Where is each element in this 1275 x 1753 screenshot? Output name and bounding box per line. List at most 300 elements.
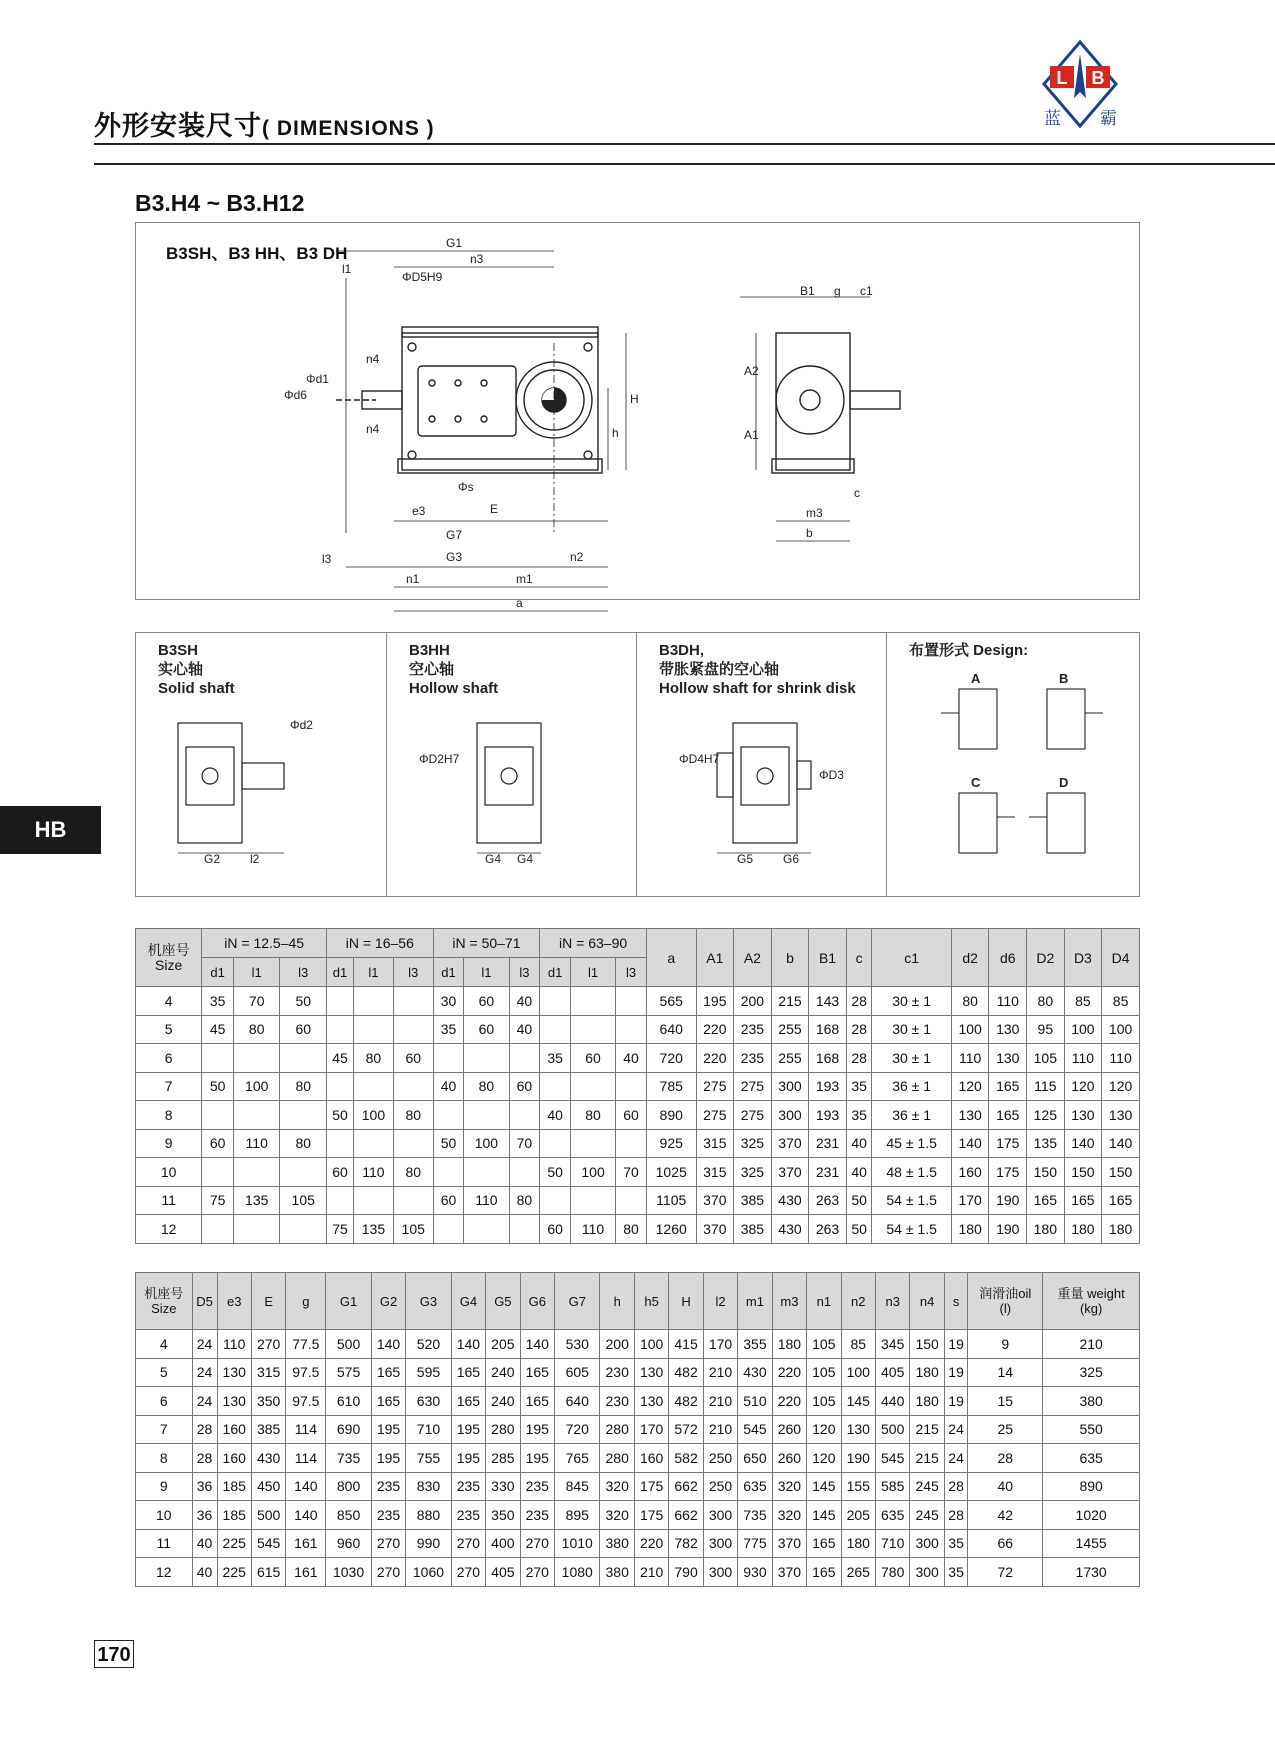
value-cell (393, 1072, 433, 1101)
value-cell: 80 (393, 1158, 433, 1187)
value-cell: 775 (738, 1529, 772, 1558)
value-cell: 165 (989, 1101, 1027, 1130)
value-cell: 300 (703, 1501, 737, 1530)
value-cell (280, 1215, 327, 1244)
value-cell: 165 (520, 1358, 554, 1387)
value-cell: 105 (807, 1358, 841, 1387)
value-cell: 231 (809, 1158, 847, 1187)
value-cell: 930 (738, 1558, 772, 1587)
value-cell: 315 (251, 1358, 285, 1387)
value-cell: 782 (669, 1529, 703, 1558)
value-cell: 400 (486, 1529, 520, 1558)
value-cell: 168 (809, 1015, 847, 1044)
value-cell (540, 1072, 571, 1101)
svg-text:G2: G2 (204, 852, 221, 866)
value-cell (464, 1215, 509, 1244)
svg-text:c1: c1 (860, 284, 873, 298)
table1-row (136, 1015, 1140, 1044)
value-cell: 14 (968, 1358, 1043, 1387)
table2-col-header: G4 (451, 1273, 485, 1330)
range-title: B3.H4 ~ B3.H12 (135, 190, 305, 216)
value-cell: 300 (771, 1101, 809, 1130)
table2-row (136, 1330, 1140, 1359)
value-cell: 235 (734, 1015, 772, 1044)
value-cell: 50 (540, 1158, 571, 1187)
design-layout-drawing (887, 663, 1137, 895)
value-cell: 230 (600, 1358, 634, 1387)
value-cell: 130 (634, 1358, 668, 1387)
value-cell: 155 (841, 1472, 875, 1501)
value-cell: 85 (1064, 987, 1102, 1016)
value-cell: 205 (486, 1330, 520, 1359)
value-cell: 165 (371, 1358, 405, 1387)
value-cell: 800 (326, 1472, 371, 1501)
value-cell: 143 (809, 987, 847, 1016)
value-cell: 180 (841, 1529, 875, 1558)
value-cell: 80 (1027, 987, 1065, 1016)
svg-text:Φs: Φs (458, 480, 474, 494)
value-cell: 60 (327, 1158, 354, 1187)
value-cell (540, 987, 571, 1016)
value-cell: 1010 (555, 1529, 600, 1558)
value-cell: 110 (354, 1158, 394, 1187)
value-cell: 40 (192, 1529, 217, 1558)
value-cell: 850 (326, 1501, 371, 1530)
value-cell: 925 (646, 1129, 696, 1158)
page-title: 外形安装尺寸( DIMENSIONS ) (94, 111, 435, 141)
table1-row (136, 1186, 1140, 1215)
value-cell (616, 1015, 647, 1044)
value-cell: 575 (326, 1358, 371, 1387)
value-cell: 450 (251, 1472, 285, 1501)
value-cell: 285 (486, 1444, 520, 1473)
value-cell: 140 (1102, 1129, 1140, 1158)
value-cell: 635 (875, 1501, 909, 1530)
value-cell: 210 (703, 1358, 737, 1387)
table2-col-header: g (286, 1273, 326, 1330)
value-cell: 160 (217, 1444, 251, 1473)
value-cell: 325 (734, 1158, 772, 1187)
value-cell: 35 (540, 1044, 571, 1073)
value-cell: 195 (371, 1444, 405, 1473)
value-cell: 120 (951, 1072, 989, 1101)
value-cell: 150 (1102, 1158, 1140, 1187)
value-cell: 114 (286, 1415, 326, 1444)
value-cell: 130 (989, 1044, 1027, 1073)
value-cell: 110 (951, 1044, 989, 1073)
value-cell: 30 ± 1 (872, 1044, 951, 1073)
value-cell: 240 (486, 1387, 520, 1416)
value-cell: 630 (406, 1387, 451, 1416)
value-cell (393, 1015, 433, 1044)
size-cell: 6 (136, 1387, 193, 1416)
value-cell: 582 (669, 1444, 703, 1473)
value-cell: 140 (1064, 1129, 1102, 1158)
table2-col-header: m3 (772, 1273, 806, 1330)
table2-col-header: D5 (192, 1273, 217, 1330)
size-cell: 9 (136, 1129, 202, 1158)
header-rule (94, 143, 1275, 145)
size-cell: 12 (136, 1558, 193, 1587)
value-cell: 60 (616, 1101, 647, 1130)
value-cell: 120 (807, 1415, 841, 1444)
value-cell: 36 ± 1 (872, 1072, 951, 1101)
value-cell: 880 (406, 1501, 451, 1530)
value-cell: 130 (217, 1358, 251, 1387)
value-cell (280, 1158, 327, 1187)
value-cell (202, 1158, 234, 1187)
value-cell: 36 (192, 1501, 217, 1530)
value-cell: 24 (192, 1387, 217, 1416)
value-cell: 275 (696, 1101, 734, 1130)
logo-char-right: 霸 (1100, 109, 1117, 128)
value-cell: 180 (1064, 1215, 1102, 1244)
size-cell: 10 (136, 1158, 202, 1187)
value-cell: 165 (451, 1387, 485, 1416)
size-cell: 10 (136, 1501, 193, 1530)
value-cell: 114 (286, 1444, 326, 1473)
svg-text:n3: n3 (470, 252, 484, 266)
value-cell: 80 (280, 1129, 327, 1158)
value-cell (233, 1215, 280, 1244)
size-cell: 4 (136, 1330, 193, 1359)
value-cell: 270 (451, 1558, 485, 1587)
value-cell: 220 (634, 1529, 668, 1558)
value-cell: 180 (910, 1387, 944, 1416)
table2-col-header: G5 (486, 1273, 520, 1330)
value-cell: 97.5 (286, 1387, 326, 1416)
value-cell: 60 (433, 1186, 464, 1215)
value-cell: 845 (555, 1472, 600, 1501)
value-cell: 100 (1064, 1015, 1102, 1044)
table1-row (136, 1158, 1140, 1187)
size-cell: 4 (136, 987, 202, 1016)
value-cell: 45 (202, 1015, 234, 1044)
value-cell: 35 (433, 1015, 464, 1044)
value-cell (464, 1158, 509, 1187)
value-cell: 50 (433, 1129, 464, 1158)
value-cell: 60 (464, 987, 509, 1016)
company-logo (1030, 40, 1130, 130)
value-cell: 370 (771, 1129, 809, 1158)
value-cell (393, 1186, 433, 1215)
value-cell: 230 (600, 1387, 634, 1416)
table2-col-header: m1 (738, 1273, 772, 1330)
section-tab: HB (0, 806, 101, 854)
value-cell (570, 1186, 615, 1215)
value-cell: 500 (251, 1501, 285, 1530)
value-cell: 100 (233, 1072, 280, 1101)
value-cell: 235 (371, 1501, 405, 1530)
svg-text:n4: n4 (366, 422, 380, 436)
value-cell: 165 (807, 1529, 841, 1558)
value-cell: 60 (393, 1044, 433, 1073)
value-cell: 40 (846, 1158, 872, 1187)
value-cell: 482 (669, 1387, 703, 1416)
svg-text:n2: n2 (570, 550, 584, 564)
value-cell: 161 (286, 1529, 326, 1558)
value-cell: 500 (875, 1415, 909, 1444)
value-cell: 830 (406, 1472, 451, 1501)
svg-text:ΦD3: ΦD3 (819, 768, 844, 782)
svg-text:m3: m3 (806, 506, 823, 520)
value-cell: 165 (989, 1072, 1027, 1101)
value-cell: 320 (772, 1472, 806, 1501)
value-cell: 280 (486, 1415, 520, 1444)
drawing-subtitle: B3SH、B3 HH、B3 DH (166, 244, 348, 263)
value-cell: 195 (371, 1415, 405, 1444)
svg-text:G4: G4 (517, 852, 534, 866)
table2-col-header: n1 (807, 1273, 841, 1330)
value-cell: 195 (520, 1415, 554, 1444)
value-cell: 440 (875, 1387, 909, 1416)
value-cell: 80 (393, 1101, 433, 1130)
value-cell (393, 1129, 433, 1158)
svg-text:e3: e3 (412, 504, 426, 518)
value-cell: 380 (600, 1558, 634, 1587)
value-cell: 270 (371, 1558, 405, 1587)
value-cell: 270 (251, 1330, 285, 1359)
value-cell: 790 (669, 1558, 703, 1587)
value-cell: 40 (192, 1558, 217, 1587)
value-cell: 200 (600, 1330, 634, 1359)
value-cell: 135 (354, 1215, 394, 1244)
svg-text:E: E (490, 502, 499, 516)
value-cell: 231 (809, 1129, 847, 1158)
value-cell: 140 (286, 1472, 326, 1501)
value-cell: 585 (875, 1472, 909, 1501)
value-cell: 50 (280, 987, 327, 1016)
value-cell: 24 (944, 1444, 967, 1473)
value-cell: 325 (1043, 1358, 1140, 1387)
value-cell: 80 (509, 1186, 540, 1215)
value-cell: 565 (646, 987, 696, 1016)
value-cell: 165 (1064, 1186, 1102, 1215)
value-cell: 190 (989, 1215, 1027, 1244)
value-cell: 405 (875, 1358, 909, 1387)
value-cell: 735 (738, 1501, 772, 1530)
svg-text:G6: G6 (783, 852, 800, 866)
value-cell: 110 (1102, 1044, 1140, 1073)
value-cell: 168 (809, 1044, 847, 1073)
value-cell (540, 1129, 571, 1158)
value-cell: 130 (841, 1415, 875, 1444)
value-cell: 35 (944, 1558, 967, 1587)
value-cell: 662 (669, 1501, 703, 1530)
svg-text:ΦD5H9: ΦD5H9 (402, 270, 443, 284)
svg-text:G3: G3 (446, 550, 463, 564)
value-cell: 105 (807, 1330, 841, 1359)
value-cell: 70 (616, 1158, 647, 1187)
ratio-group-2: iN = 16–56 (327, 929, 434, 958)
value-cell (509, 1215, 540, 1244)
value-cell: 195 (696, 987, 734, 1016)
value-cell (354, 1072, 394, 1101)
value-cell: 36 ± 1 (872, 1101, 951, 1130)
value-cell: 50 (202, 1072, 234, 1101)
value-cell: 110 (464, 1186, 509, 1215)
value-cell: 320 (600, 1472, 634, 1501)
value-cell: 572 (669, 1415, 703, 1444)
value-cell (433, 1158, 464, 1187)
value-cell: 95 (1027, 1015, 1065, 1044)
value-cell: 165 (807, 1558, 841, 1587)
value-cell (327, 1186, 354, 1215)
value-cell: 100 (570, 1158, 615, 1187)
size-cell: 11 (136, 1186, 202, 1215)
value-cell: 40 (433, 1072, 464, 1101)
value-cell: 895 (555, 1501, 600, 1530)
value-cell: 260 (772, 1444, 806, 1473)
value-cell: 180 (772, 1330, 806, 1359)
value-cell: 77.5 (286, 1330, 326, 1359)
value-cell: 60 (202, 1129, 234, 1158)
value-cell (464, 1101, 509, 1130)
value-cell: 165 (451, 1358, 485, 1387)
value-cell: 175 (634, 1501, 668, 1530)
value-cell: 785 (646, 1072, 696, 1101)
value-cell: 165 (371, 1387, 405, 1416)
value-cell: 520 (406, 1330, 451, 1359)
value-cell (354, 987, 394, 1016)
value-cell: 130 (1064, 1101, 1102, 1130)
table2-col-header: H (669, 1273, 703, 1330)
value-cell: 405 (486, 1558, 520, 1587)
value-cell: 193 (809, 1101, 847, 1130)
value-cell: 165 (520, 1387, 554, 1416)
table2-col-header: h5 (634, 1273, 668, 1330)
value-cell (464, 1044, 509, 1073)
value-cell: 115 (1027, 1072, 1065, 1101)
value-cell: 28 (944, 1472, 967, 1501)
table2-col-header: l2 (703, 1273, 737, 1330)
value-cell: 380 (600, 1529, 634, 1558)
value-cell: 150 (1027, 1158, 1065, 1187)
value-cell: 110 (1064, 1044, 1102, 1073)
value-cell (570, 987, 615, 1016)
value-cell: 80 (354, 1044, 394, 1073)
value-cell: 175 (989, 1158, 1027, 1187)
value-cell: 275 (734, 1101, 772, 1130)
value-cell: 635 (738, 1472, 772, 1501)
value-cell: 60 (464, 1015, 509, 1044)
svg-text:b: b (806, 526, 813, 540)
value-cell: 300 (910, 1558, 944, 1587)
value-cell: 235 (520, 1472, 554, 1501)
value-cell: 263 (809, 1186, 847, 1215)
value-cell: 97.5 (286, 1358, 326, 1387)
table2-col-header: G1 (326, 1273, 371, 1330)
value-cell: 175 (989, 1129, 1027, 1158)
value-cell: 35 (944, 1529, 967, 1558)
variant-shrink-disk: B3DH, 带胀紧盘的空心轴 Hollow shaft for shrink disk ΦD4H7 ΦD3 G5 G6 (637, 633, 887, 896)
value-cell: 140 (371, 1330, 405, 1359)
value-cell (616, 987, 647, 1016)
value-cell: 662 (669, 1472, 703, 1501)
value-cell: 193 (809, 1072, 847, 1101)
value-cell: 385 (734, 1186, 772, 1215)
value-cell: 430 (771, 1186, 809, 1215)
value-cell: 250 (703, 1472, 737, 1501)
value-cell: 275 (734, 1072, 772, 1101)
table1-row (136, 1072, 1140, 1101)
value-cell: 40 (846, 1129, 872, 1158)
dimension-table-1: 机座号 Size iN = 12.5–45 iN = 16–56 iN = 50–71 iN = 63–90 a A1 A2 b B1 c c1 d2 d6 D2 D3 D4 d1 l1 l3 d1 l1 l3 d1 l1 l3 d1 l1 l3 4 35 70 50 30 60 40 565 195 200 215 143 28 30 ± 1 80 110 80 85 85 5 45 80 60 35 60 40 640 220 235 255 168 28 30 ± 1 100 130 95 100 100 6 45 80 60 35 60 40 720 220 235 255 168 28 30 ± 1 110 130 105 110 110 7 50 100 80 40 80 60 785 275 275 300 193 35 36 ± 1 120 165 115 120 120 8 50 100 80 40 80 60 890 275 275 300 193 35 36 ± 1 130 165 125 130 130 9 60 110 80 50 100 70 925 315 325 370 231 40 45 ± 1.5 140 175 135 140 140 10 60 110 80 50 100 70 1025 315 325 370 231 40 48 ± 1.5 160 175 150 150 150 11 75 135 105 60 110 80 1105 370 385 430 263 50 54 ± 1.5 170 190 165 165 165 12 75 135 105 60 110 80 1260 370 385 430 263 50 54 ± 1.5 180 190 180 180 180 (135, 928, 1140, 1244)
value-cell: 300 (703, 1529, 737, 1558)
table2-col-header: s (944, 1273, 967, 1330)
value-cell: 28 (968, 1444, 1043, 1473)
value-cell: 255 (771, 1015, 809, 1044)
value-cell: 1060 (406, 1558, 451, 1587)
value-cell: 240 (486, 1358, 520, 1387)
value-cell: 385 (251, 1415, 285, 1444)
value-cell: 210 (1043, 1330, 1140, 1359)
gearbox-drawing (136, 223, 1139, 610)
value-cell: 60 (540, 1215, 571, 1244)
value-cell: 275 (696, 1072, 734, 1101)
value-cell: 165 (1102, 1186, 1140, 1215)
value-cell: 610 (326, 1387, 371, 1416)
value-cell: 270 (451, 1529, 485, 1558)
value-cell: 36 (192, 1472, 217, 1501)
value-cell: 210 (634, 1558, 668, 1587)
value-cell: 30 (433, 987, 464, 1016)
size-cell: 11 (136, 1529, 193, 1558)
shrink-disk-drawing (637, 703, 887, 893)
value-cell: 190 (841, 1444, 875, 1473)
value-cell (354, 1186, 394, 1215)
size-cell: 8 (136, 1444, 193, 1473)
value-cell: 710 (875, 1529, 909, 1558)
value-cell: 650 (738, 1444, 772, 1473)
table1-row (136, 1129, 1140, 1158)
value-cell: 690 (326, 1415, 371, 1444)
value-cell: 755 (406, 1444, 451, 1473)
value-cell (233, 1044, 280, 1073)
svg-text:c: c (854, 486, 860, 500)
value-cell: 890 (1043, 1472, 1140, 1501)
value-cell: 330 (486, 1472, 520, 1501)
value-cell: 225 (217, 1529, 251, 1558)
svg-text:m1: m1 (516, 572, 533, 586)
value-cell: 545 (251, 1529, 285, 1558)
value-cell (616, 1186, 647, 1215)
svg-text:G5: G5 (737, 852, 754, 866)
design-letter-b: B (1059, 671, 1069, 686)
value-cell: 28 (944, 1501, 967, 1530)
value-cell (433, 1215, 464, 1244)
value-cell: 615 (251, 1558, 285, 1587)
table2-row (136, 1472, 1140, 1501)
table2-col-header: n3 (875, 1273, 909, 1330)
value-cell: 80 (951, 987, 989, 1016)
design-letter-a: A (971, 671, 981, 686)
value-cell: 215 (910, 1415, 944, 1444)
value-cell: 270 (520, 1529, 554, 1558)
ratio-group-1: iN = 12.5–45 (202, 929, 327, 958)
value-cell: 75 (327, 1215, 354, 1244)
value-cell: 185 (217, 1501, 251, 1530)
value-cell: 235 (371, 1472, 405, 1501)
value-cell: 140 (286, 1501, 326, 1530)
value-cell: 765 (555, 1444, 600, 1473)
value-cell: 500 (326, 1330, 371, 1359)
table2-row (136, 1415, 1140, 1444)
value-cell (540, 1186, 571, 1215)
svg-text:G7: G7 (446, 528, 463, 542)
value-cell: 130 (951, 1101, 989, 1130)
value-cell: 100 (841, 1358, 875, 1387)
